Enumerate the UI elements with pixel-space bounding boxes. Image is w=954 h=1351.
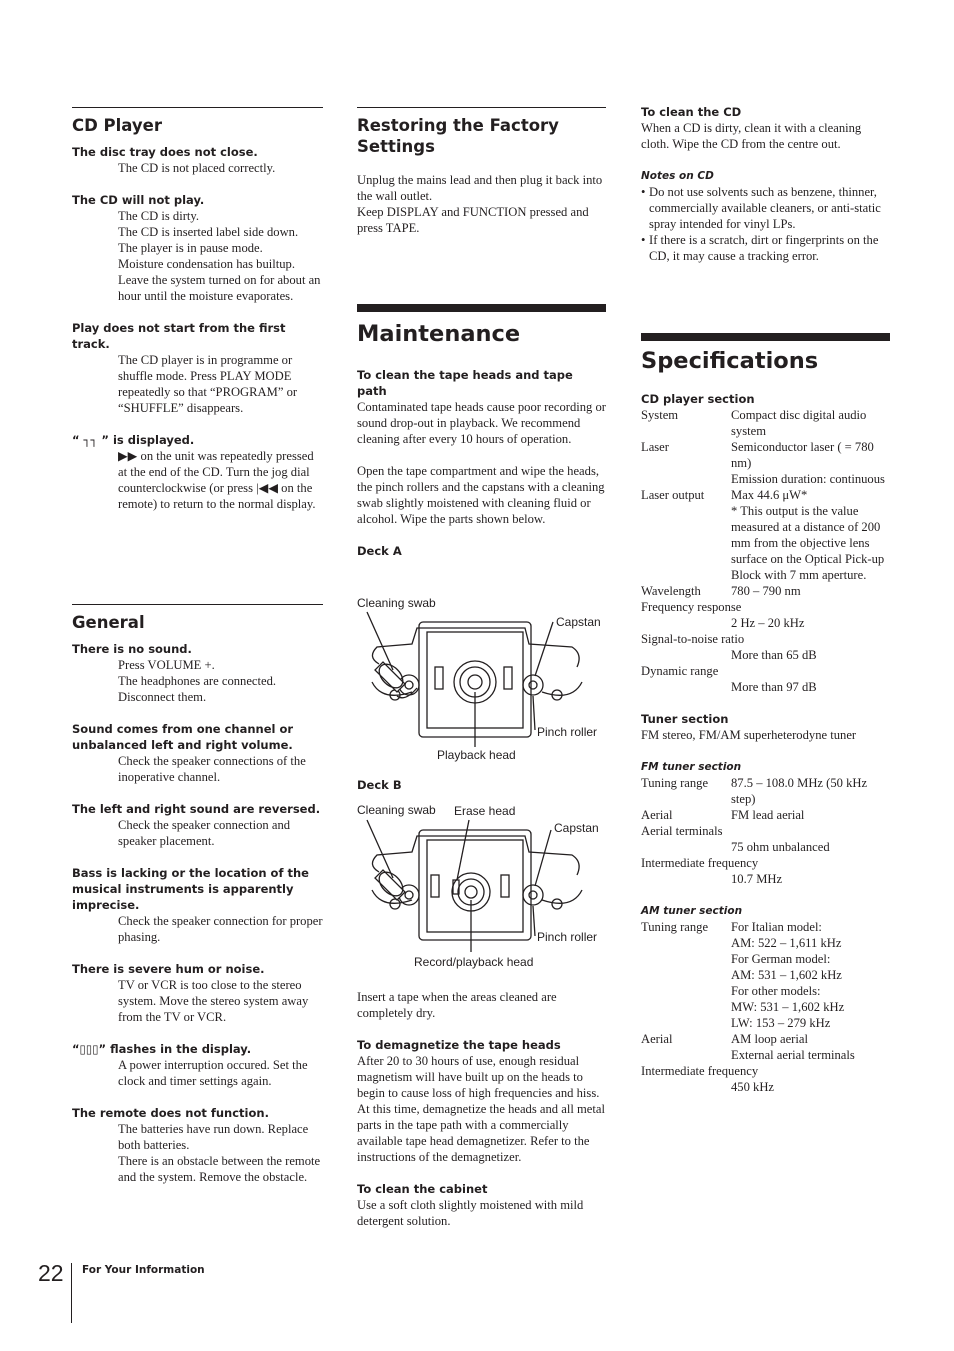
spec-key [641, 871, 731, 887]
spec-value: AM: 531 – 1,602 kHz [731, 968, 842, 982]
spec-key [641, 503, 731, 583]
section-rule [72, 107, 323, 108]
spec-key: Laser output [641, 488, 705, 502]
tape-heads-text-1: Contaminated tape heads cause poor recording or sound drop-out in playback. We recommend cleaning after every 10 hours of operation. [357, 400, 606, 446]
spec-row [641, 407, 890, 439]
remedy-text: A power interruption occured. Set the clock and timer settings again. [118, 1058, 308, 1088]
demagnetize-text: After 20 to 30 hours of use, enough residual magnetism will have built up on the heads to begin to cause loss of high frequencies and hiss. At this time, demagnetize the heads and all metal parts in the tape path with a commercially available tape head demagnetizer. Refer to the instructions of the demagnetizer. [357, 1054, 605, 1164]
spec-key: Frequency response [641, 600, 742, 614]
spec-key: Signal-to-noise ratio [641, 632, 745, 646]
spec-value: Compact disc digital audio system [731, 408, 867, 438]
pinch-roller-label-b: Pinch roller [537, 930, 598, 944]
maintenance-continued [357, 989, 606, 1229]
spec-value: For Italian model: [731, 920, 822, 934]
spec-row [641, 823, 890, 839]
spec-key [641, 935, 731, 951]
spec-key [641, 615, 731, 631]
remedy-text: Check the speaker connection and speaker placement. [118, 818, 291, 848]
spec-row [641, 999, 890, 1015]
capstan-label: Capstan [556, 615, 601, 629]
remedy-text: The CD is inserted label side down. [118, 225, 299, 239]
problem-heading: Sound comes from one channel or unbalanced left and right volume. [72, 722, 294, 752]
pinch-roller-label: Pinch roller [537, 725, 598, 739]
note-item: • If there is a scratch, dirt or fingerprints on the CD, it may cause a tracking error. [641, 233, 879, 263]
restore-text-1: Unplug the mains lead and then plug it back into the wall outlet. [357, 173, 603, 203]
spec-key: Intermediate frequency [641, 1064, 759, 1078]
fm-spec-list [641, 775, 890, 887]
spec-key: System [641, 408, 679, 422]
erase-head-label: Erase head [454, 804, 516, 818]
tape-heads-text-2: Open the tape compartment and wipe the heads, the pinch rollers and the capstans with a cleaning swab slightly moistened with cleaning fluid or alcohol. Wipe the parts shown below. [357, 464, 605, 526]
general-troubleshoot-list [72, 641, 323, 1185]
spec-row [641, 1079, 890, 1095]
problem-heading: The left and right sound are reversed. [72, 802, 321, 816]
specifications-heading: Specifications [641, 348, 819, 374]
spec-key [641, 951, 731, 967]
section-rule [72, 604, 323, 605]
remedy-text: Press VOLUME +. [118, 658, 215, 672]
am-tuner-heading: AM tuner section [641, 905, 743, 917]
spec-key [641, 1079, 731, 1095]
spec-row [641, 839, 890, 855]
maintenance-section [357, 304, 606, 559]
spec-row [641, 615, 890, 631]
spec-key [641, 679, 731, 695]
spec-value [731, 663, 890, 679]
problem-heading: Play does not start from the first track. [72, 321, 286, 351]
cabinet-heading: To clean the cabinet [357, 1182, 488, 1196]
spec-row [641, 1063, 890, 1079]
spec-value: More than 97 dB [731, 680, 817, 694]
insert-tape-text: Insert a tape when the areas cleaned are completely dry. [357, 990, 557, 1020]
spec-value: 780 – 790 nm [731, 584, 801, 598]
deck-b-drawing [357, 800, 607, 975]
footer-section-title: For Your Information [82, 1264, 205, 1276]
remedy-text: The CD is dirty. [118, 209, 200, 223]
deck-b-heading-block [357, 777, 606, 793]
spec-value: * This output is the value measured at a distance of 200 mm from the objective lens surface on the Optical Pick-up Block with 7 mm aperture. [731, 504, 885, 582]
deck-b-label: Deck B [357, 778, 402, 792]
problem-heading: The remote does not function. [72, 1106, 269, 1120]
remedy-text: Check the speaker connections of the inoperative channel. [118, 754, 306, 784]
spec-key [641, 967, 731, 983]
remedy-text: The player is in pause mode. [118, 241, 263, 255]
spec-row [641, 807, 890, 823]
section-rule-thick [641, 333, 890, 341]
demagnetize-heading: To demagnetize the tape heads [357, 1038, 561, 1052]
cd-spec-list [641, 407, 890, 695]
spec-value: LW: 153 – 279 kHz [731, 1016, 831, 1030]
spec-key: Intermediate frequency [641, 856, 759, 870]
tuner-text: FM stereo, FM/AM superheterodyne tuner [641, 728, 857, 742]
spec-key [641, 999, 731, 1015]
remedy-text: ▶▶ on the unit was repeatedly pressed at the end of the CD. Turn the jog dial counterclockwise (or press |◀◀ on the remote) to return to the normal display. [118, 449, 316, 511]
spec-value: 10.7 MHz [731, 872, 783, 886]
problem-heading: The CD will not play. [72, 193, 205, 207]
maintenance-heading: Maintenance [357, 321, 521, 347]
spec-row [641, 599, 890, 615]
problem-heading: There is no sound. [72, 642, 192, 656]
spec-key [641, 1015, 731, 1031]
spec-value: For other models: [731, 984, 821, 998]
problem-heading: “ ┐┐ ” is displayed. [72, 433, 195, 447]
troubleshoot-item [72, 320, 323, 416]
spec-value: For German model: [731, 952, 831, 966]
left-column [72, 107, 323, 512]
spec-key: Wavelength [641, 584, 701, 598]
troubleshoot-item [72, 641, 323, 705]
deck-a-label: Deck A [357, 544, 402, 558]
specifications-section [641, 333, 890, 1095]
note-item: • Do not use solvents such as benzene, thinner, commercially available cleaners, or anti-static spray intended for vinyl LPs. [641, 185, 881, 231]
spec-row [641, 631, 890, 647]
spec-row [641, 775, 890, 807]
spec-row [641, 583, 890, 599]
spec-value: 2 Hz – 20 kHz [731, 616, 805, 630]
problem-heading: The disc tray does not close. [72, 145, 258, 159]
problem-heading: Bass is lacking or the location of the musical instruments is apparently imprecise. [72, 866, 309, 912]
cleaning-swab-label-b: Cleaning swab [357, 803, 436, 817]
footer-divider [71, 1263, 72, 1323]
spec-key: Laser [641, 440, 669, 454]
troubleshoot-item [72, 801, 323, 849]
remedy-text: Moisture condensation has builtup. Leave the system turned on for about an hour until the moisture evaporates. [118, 257, 321, 303]
remedy-text: The CD is not placed correctly. [118, 161, 276, 175]
spec-key [641, 647, 731, 663]
remedy-text: The CD player is in programme or shuffle mode. Press PLAY MODE repeatedly so that “PROGRAM” or “SHUFFLE” disappears. [118, 353, 298, 415]
restore-text-2: Keep DISPLAY and FUNCTION pressed and press TAPE. [357, 205, 589, 235]
spec-value: More than 65 dB [731, 648, 817, 662]
page-number: 22 [38, 1260, 64, 1286]
am-spec-list [641, 919, 890, 1095]
spec-value: Max 44.6 μW* [731, 488, 808, 502]
right-column [641, 104, 891, 264]
spec-value: 450 kHz [731, 1080, 775, 1094]
record-playback-head-label: Record/playback head [414, 955, 534, 969]
restore-heading: Restoring the Factory Settings [357, 116, 559, 156]
spec-row [641, 1015, 890, 1031]
remedy-text: TV or VCR is too close to the stereo system. Move the stereo system away from the TV or VCR. [118, 978, 309, 1024]
spec-row [641, 679, 890, 695]
spec-row [641, 919, 890, 935]
troubleshoot-item [72, 432, 323, 512]
spec-key [641, 1047, 731, 1063]
spec-row [641, 647, 890, 663]
troubleshoot-item [72, 1041, 323, 1089]
spec-row [641, 503, 890, 583]
problem-heading: “▯▯▯” flashes in the display. [72, 1042, 252, 1056]
spec-row [641, 935, 890, 951]
spec-value: AM: 522 – 1,611 kHz [731, 936, 842, 950]
spec-row [641, 951, 890, 967]
spec-row [641, 471, 890, 487]
problem-heading: There is severe hum or noise. [72, 962, 265, 976]
notes-on-cd-heading: Notes on CD [641, 170, 714, 182]
spec-value: Semiconductor laser ( = 780 nm) [731, 440, 874, 470]
spec-key: Aerial [641, 808, 673, 822]
deck-a-drawing [357, 592, 607, 767]
tuner-section-heading: Tuner section [641, 712, 729, 726]
left-column-general [72, 604, 323, 1185]
capstan-label-b: Capstan [554, 821, 599, 835]
spec-value: 75 ohm unbalanced [731, 840, 830, 854]
deck-b-illustration [357, 800, 607, 975]
remedy-text: There is an obstacle between the remote and the system. Remove the obstacle. [118, 1154, 321, 1184]
clean-cd-heading: To clean the CD [641, 105, 742, 119]
spec-row [641, 663, 890, 679]
troubleshoot-item [72, 865, 323, 945]
cleaning-swab-label: Cleaning swab [357, 596, 436, 610]
tape-heads-heading: To clean the tape heads and tape path [357, 368, 573, 398]
section-rule [357, 107, 606, 108]
spec-key: Aerial [641, 1032, 673, 1046]
spec-row [641, 439, 890, 471]
spec-value: 87.5 – 108.0 MHz (50 kHz step) [731, 776, 868, 806]
troubleshoot-item [72, 144, 323, 176]
spec-key [641, 839, 731, 855]
spec-key: Aerial terminals [641, 824, 723, 838]
spec-row [641, 855, 890, 871]
spec-value: MW: 531 – 1,602 kHz [731, 1000, 845, 1014]
spec-key: Dynamic range [641, 664, 719, 678]
deck-a-illustration [357, 592, 607, 767]
cabinet-text: Use a soft cloth slightly moistened with mild detergent solution. [357, 1198, 584, 1228]
spec-value: FM lead aerial [731, 808, 805, 822]
spec-row [641, 1047, 890, 1063]
troubleshoot-item [72, 961, 323, 1025]
spec-key [641, 983, 731, 999]
spec-key: Tuning range [641, 920, 709, 934]
troubleshoot-item [72, 192, 323, 304]
spec-key [641, 471, 731, 487]
clean-cd-text: When a CD is dirty, clean it with a cleaning cloth. Wipe the CD from the centre out. [641, 121, 862, 151]
cd-troubleshoot-list [72, 144, 323, 512]
playback-head-label: Playback head [437, 748, 516, 762]
cd-player-heading: CD Player [72, 116, 163, 135]
spec-row [641, 983, 890, 999]
fm-tuner-heading: FM tuner section [641, 761, 742, 773]
spec-value: External aerial terminals [731, 1048, 855, 1062]
middle-column [357, 107, 606, 236]
spec-row [641, 967, 890, 983]
spec-row [641, 1031, 890, 1047]
troubleshoot-item [72, 721, 323, 785]
spec-row [641, 871, 890, 887]
spec-value: Emission duration: continuous [731, 472, 885, 486]
general-heading: General [72, 613, 145, 632]
spec-key: Tuning range [641, 776, 709, 790]
cd-player-section-heading: CD player section [641, 392, 755, 406]
remedy-text: The batteries have run down. Replace both batteries. [118, 1122, 309, 1152]
troubleshoot-item [72, 1105, 323, 1185]
remedy-text: The headphones are connected. Disconnect them. [118, 674, 277, 704]
remedy-text: Check the speaker connection for proper phasing. [118, 914, 323, 944]
spec-value: AM loop aerial [731, 1032, 808, 1046]
section-rule-thick [357, 304, 606, 312]
spec-row [641, 487, 890, 503]
